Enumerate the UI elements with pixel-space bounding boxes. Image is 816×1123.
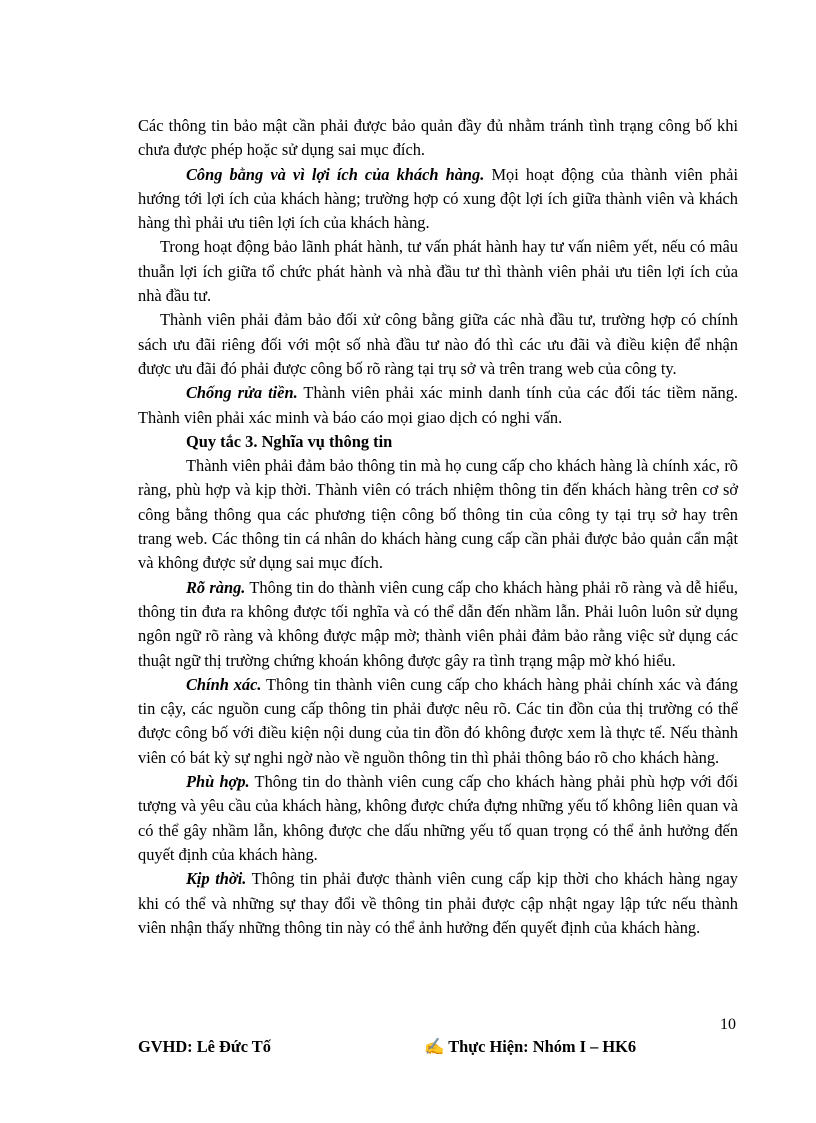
paragraph-lead: Rõ ràng. bbox=[186, 577, 246, 597]
paragraph-8 bbox=[138, 673, 738, 770]
paragraph-4 bbox=[138, 308, 738, 381]
paragraph-1 bbox=[138, 114, 738, 163]
document-body bbox=[138, 114, 738, 940]
paragraph-text: Mọi hoạt động của thành viên phải hướng tới lợi ích của khách hàng; trường hợp có xung đột lợi ích giữa thành viên và khách hàng thì phải ưu tiên lợi ích của khách hàng. bbox=[138, 164, 739, 233]
paragraph-text: Thành viên phải đảm bảo thông tin mà họ cung cấp cho khách hàng là chính xác, rõ ràng, phù hợp và kịp thời. Thành viên có trách nhiệm thông tin đến khách hàng trên cơ sở công bằng thông qua các phương tiện công bố thông tin của công ty tại trụ sở hay trên trang web. Các thông tin cá nhân do khách hàng cung cấp cần phải được bảo quản cẩn mật và không được sử dụng sai mục đích. bbox=[138, 456, 738, 573]
paragraph-lead: Kịp thời. bbox=[186, 869, 247, 889]
paragraph-text: Thành viên phải đảm bảo đối xử công bằng giữa các nhà đầu tư, trường hợp có chính sách ưu đãi riêng đối với một số nhà đầu tư nào đó thì các ưu đãi và điều kiện để nhận được ưu đãi đó phải được công bố rõ ràng tại trụ sở và trên trang web của công ty. bbox=[138, 310, 738, 378]
footer-group-text: Thực Hiện: Nhóm I – HK6 bbox=[448, 1037, 637, 1056]
paragraph-text: Trong hoạt động bảo lãnh phát hành, tư vấn phát hành hay tư vấn niêm yết, nếu có mâu thuẫn lợi ích giữa tổ chức phát hành và nhà đầu tư thì thành viên phải ưu tiên lợi ích của nhà đầu tư. bbox=[138, 237, 738, 306]
paragraph-6 bbox=[138, 454, 738, 575]
footer-group bbox=[424, 1037, 636, 1057]
heading-text: Quy tắc 3. Nghĩa vụ thông tin bbox=[186, 431, 393, 451]
paragraph-lead: Chống rửa tiền. bbox=[186, 383, 298, 403]
page-number: 10 bbox=[720, 1016, 736, 1033]
paragraph-lead: Phù hợp. bbox=[186, 772, 250, 792]
paragraph-lead: Công bằng và vì lợi ích của khách hàng. bbox=[186, 164, 485, 184]
writing-hand-icon: ✍ bbox=[424, 1037, 445, 1056]
paragraph-text: Thành viên phải xác minh danh tính của các đối tác tiềm năng. Thành viên phải xác minh và báo cáo mọi giao dịch có nghi vấn. bbox=[138, 383, 738, 427]
paragraph-3 bbox=[138, 235, 738, 308]
paragraph-lead: Chính xác. bbox=[186, 674, 262, 694]
paragraph-5 bbox=[138, 381, 738, 430]
paragraph-text: Thông tin phải được thành viên cung cấp kịp thời cho khách hàng ngay khi có thể và những sự thay đổi về thông tin phải được cập nhật ngay lập tức nếu thành viên nhận thấy những thông tin này có thể ảnh hưởng đến quyết định của khách hàng. bbox=[138, 869, 738, 937]
paragraph-7 bbox=[138, 576, 738, 673]
paragraph-10 bbox=[138, 867, 738, 940]
paragraph-9 bbox=[138, 770, 738, 867]
paragraph-text: Thông tin do thành viên cung cấp cho khách hàng phải phù hợp với đối tượng và yêu cầu của khách hàng, không được chứa đựng những yếu tố không liên quan và có thể gây nhầm lẫn, không được che dấu những yếu tố quan trọng có thể ảnh hưởng đến quyết định của khách hàng. bbox=[138, 772, 738, 864]
section-heading bbox=[138, 430, 738, 454]
paragraph-text: Thông tin thành viên cung cấp cho khách hàng phải chính xác và đáng tin cậy, các nguồn cung cấp thông tin phải được nêu rõ. Các tin đồn của thị trường có thể được công bố với điều kiện nội dung của tin đồn đó không được xem là thực tế. Nếu thành viên có bát kỳ sự nghi ngờ nào về nguồn thông tin thì phải thông báo rõ cho khách hàng. bbox=[138, 674, 738, 767]
paragraph-text: Các thông tin bảo mật cần phải được bảo quản đầy đủ nhằm tránh tình trạng công bố khi chưa được phép hoặc sử dụng sai mục đích. bbox=[138, 116, 738, 160]
paragraph-2 bbox=[138, 163, 738, 236]
footer-instructor bbox=[138, 1037, 271, 1057]
paragraph-text: Thông tin do thành viên cung cấp cho khách hàng phải rõ ràng và dễ hiểu, thông tin đưa ra không được tối nghĩa và có thể dẫn đến nhầm lẫn. Phải luôn luôn sử dụng ngôn ngữ rõ ràng và không được mập mờ; thành viên phải đảm bảo rằng việc sử dụng các thuật ngữ thị trường chứng khoán không được gây ra tình trạng mập mờ khó hiểu. bbox=[138, 577, 738, 670]
page-footer bbox=[138, 1037, 738, 1061]
footer-instructor-text: GVHD: Lê Đức Tố bbox=[138, 1037, 271, 1056]
